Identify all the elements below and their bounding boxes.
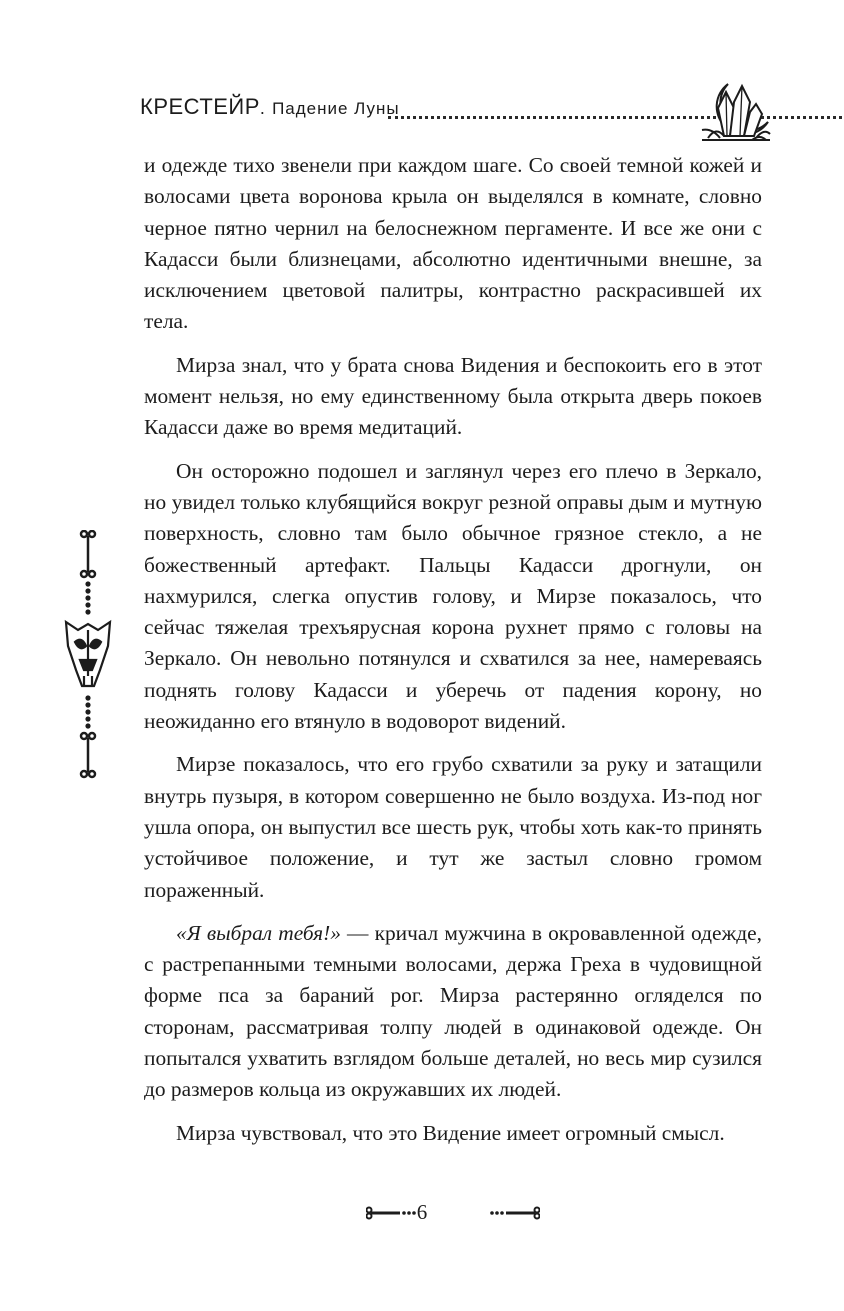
running-title [140, 94, 400, 120]
paragraph: Мирза чувствовал, что это Видение имеет огромный смысл. [176, 1120, 725, 1145]
crystal-moon-icon [694, 78, 774, 144]
running-header [140, 86, 780, 146]
book-title: Падение Луны [272, 99, 400, 118]
paragraph: Мирзе показалось, что его грубо схватили за руку и затащили внутрь пузыря, в котором совершенно не было воздуха. Из-под ног ушла опора, он выпустил все шесть рук, чтобы хоть как-то принять устойчивое положение, и тут же застыл словно громом пораженный. [144, 752, 762, 902]
body-text [144, 150, 762, 1149]
quote-text: «Я выбрал тебя!» [176, 920, 341, 945]
quote-rest: — кричал мужчина в окровавленной одежде, с растрепанными темными волосами, держа Греха в чудовищной форме пса за бараний рог. Мирза растерянно огляделся по сторонам, рассматривая толпу людей в одинаковой одежде. Он попытался ухватить взглядом больше деталей, но весь мир сузился до размеров кольца из окружавших их людей. [144, 920, 762, 1102]
paragraph: и одежде тихо звенели при каждом шаге. Со своей темной кожей и волосами цвета воронова крыла он выделялся в комнате, словно черное пятно чернил на белоснежном пергаменте. И все же они с Кадасси были близнецами, абсолютно идентичными внешне, за исключением цветовой палитры, контрастно раскрасившей их тела. [144, 153, 762, 334]
paragraph: Мирза знал, что у брата снова Видения и беспокоить его в этот момент нельзя, но ему единственному была открыта дверь покоев Кадасси даже во время медитаций. [144, 352, 762, 440]
page-number: 6 [416, 1200, 428, 1224]
dotted-leader [388, 116, 844, 119]
page-footer [0, 1200, 844, 1230]
title-separator: . [259, 98, 266, 118]
quote-paragraph [144, 918, 762, 1106]
paragraph: Он осторожно подошел и заглянул через его плечо в Зеркало, но увидел только клубящийся вокруг резной оправы дым и мутную поверхность, словно там было обычное грязное стекло, а не божественный артефакт. Пальцы Кадасси дрогнули, он нахмурился, слегка опустив голову, и Мирзе показалось, что сейчас тяжелая трехъярусная корона рухнет прямо с головы на Зеркало. Он невольно потянулся и схватился за нее, намереваясь поднять голову Кадасси и уберечь от падения корону, но неожиданно его втянуло в водоворот видений. [144, 458, 762, 734]
book-author: КРЕСТЕЙР [140, 94, 260, 119]
bone-icon [490, 1206, 540, 1220]
animal-skull-bones-icon [58, 530, 118, 780]
